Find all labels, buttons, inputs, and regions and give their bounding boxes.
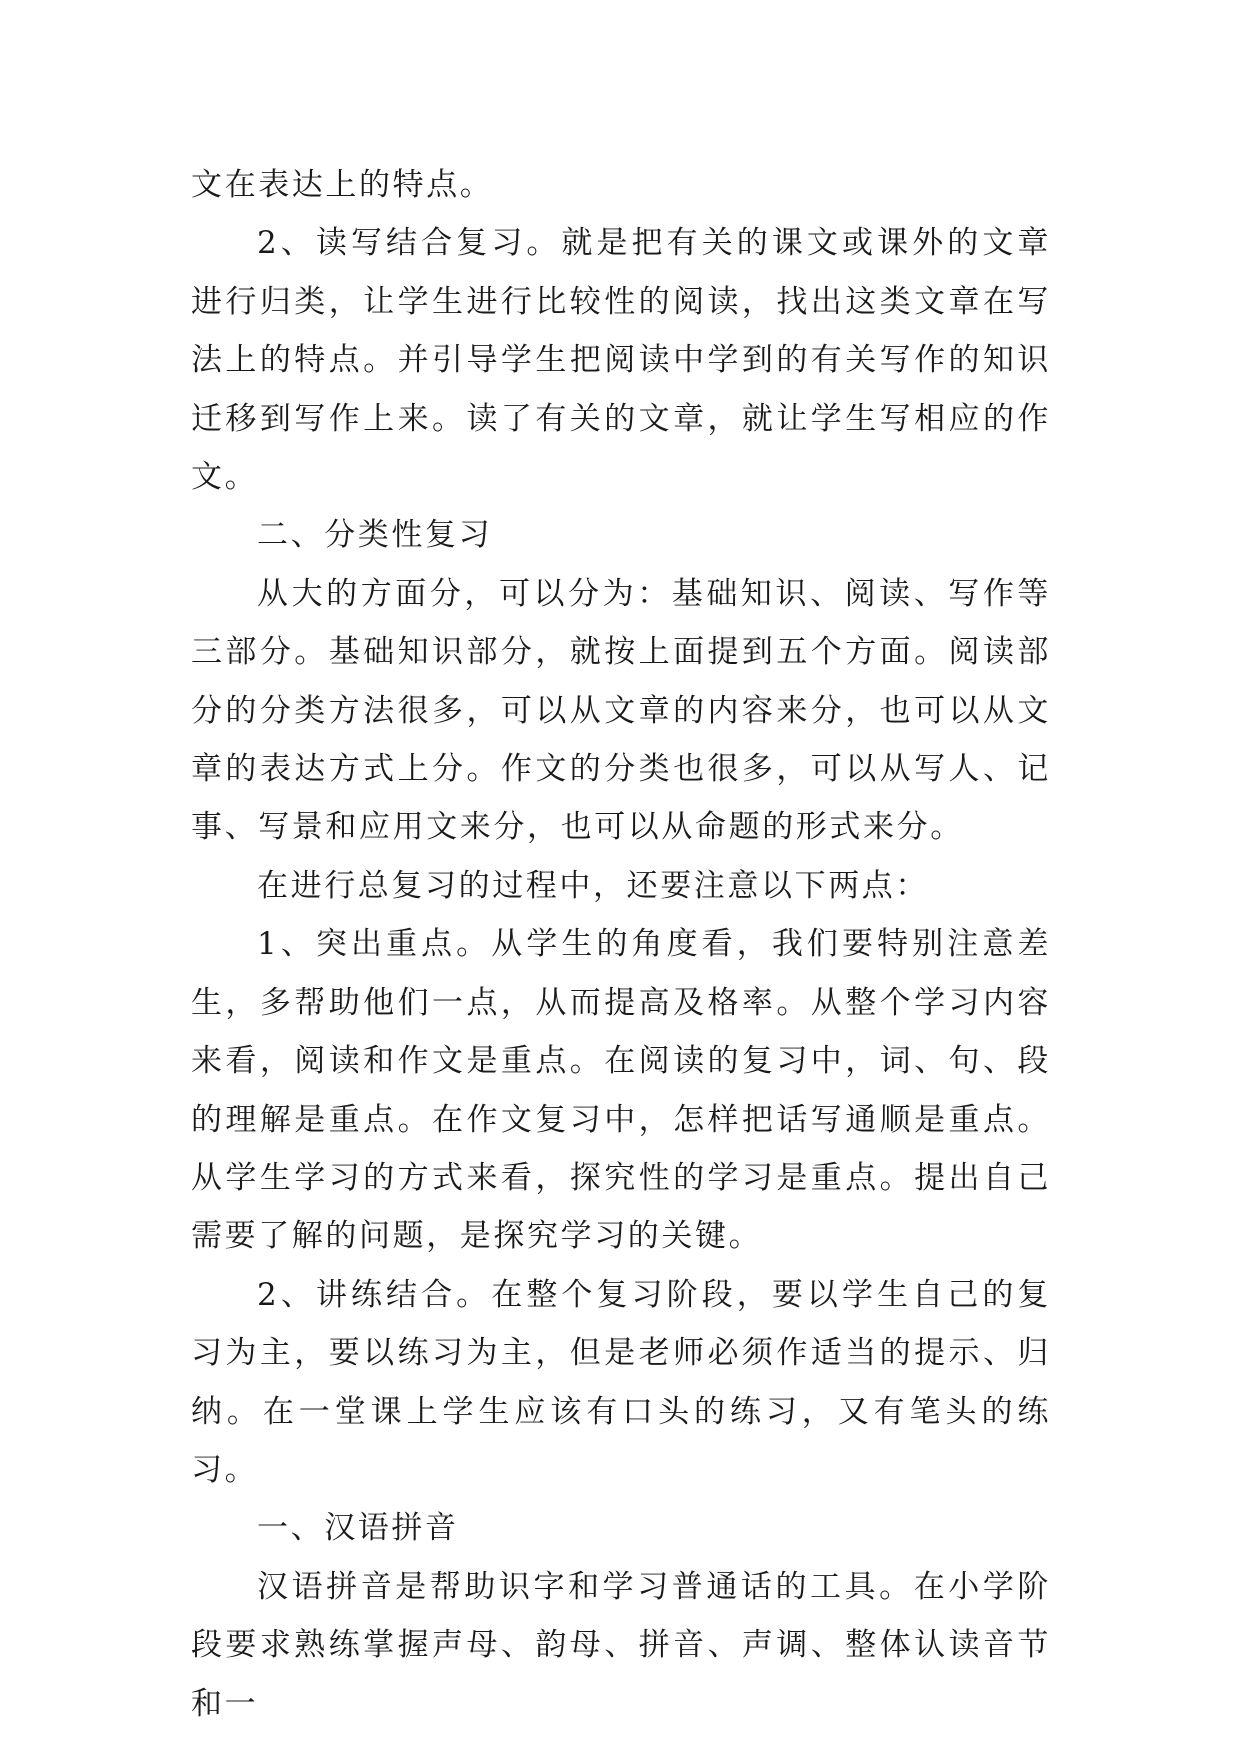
paragraph-reading-writing-review: 2、读写结合复习。就是把有关的课文或课外的文章进行归类，让学生进行比较性的阅读，找出这类文章在写法上的特点。并引导学生把阅读中学到的有关写作的知识迁移到写作上来。读了有关的文章，就让学生写相应的作文。 bbox=[191, 225, 1051, 496]
paragraph-two-points-intro: 在进行总复习的过程中，还要注意以下两点： bbox=[257, 867, 929, 904]
document-body bbox=[191, 156, 1051, 1733]
paragraph-categories: 从大的方面分，可以分为：基础知识、阅读、写作等三部分。基础知识部分，就按上面提到五个方面。阅读部分的分类方法很多，可以从文章的内容来分，也可以从文章的表达方式上分。作文的分类也很多，可以从写人、记事、写景和应用文来分，也可以从命题的形式来分。 bbox=[191, 575, 1051, 846]
paragraph-pinyin-intro: 汉语拼音是帮助识字和学习普通话的工具。在小学阶段要求熟练掌握声母、韵母、拼音、声调、整体认读音节和一 bbox=[191, 1568, 1051, 1722]
section-heading-categorized-review: 二、分类性复习 bbox=[257, 517, 493, 554]
paragraph-lecture-practice: 2、讲练结合。在整个复习阶段，要以学生自己的复习为主，要以练习为主，但是老师必须作适当的提示、归纳。在一堂课上学生应该有口头的练习，又有笔头的练习。 bbox=[191, 1276, 1051, 1488]
paragraph-continuation: 文在表达上的特点。 bbox=[191, 167, 494, 203]
section-heading-pinyin: 一、汉语拼音 bbox=[257, 1510, 459, 1547]
paragraph-highlight-key-points: 1、突出重点。从学生的角度看，我们要特别注意差生，多帮助他们一点，从而提高及格率。从整个学习内容来看，阅读和作文是重点。在阅读的复习中，词、句、段的理解是重点。在作文复习中，怎样把话写通顺是重点。从学生学习的方式来看，探究性的学习是重点。提出自己需要了解的问题，是探究学习的关键。 bbox=[191, 926, 1051, 1255]
